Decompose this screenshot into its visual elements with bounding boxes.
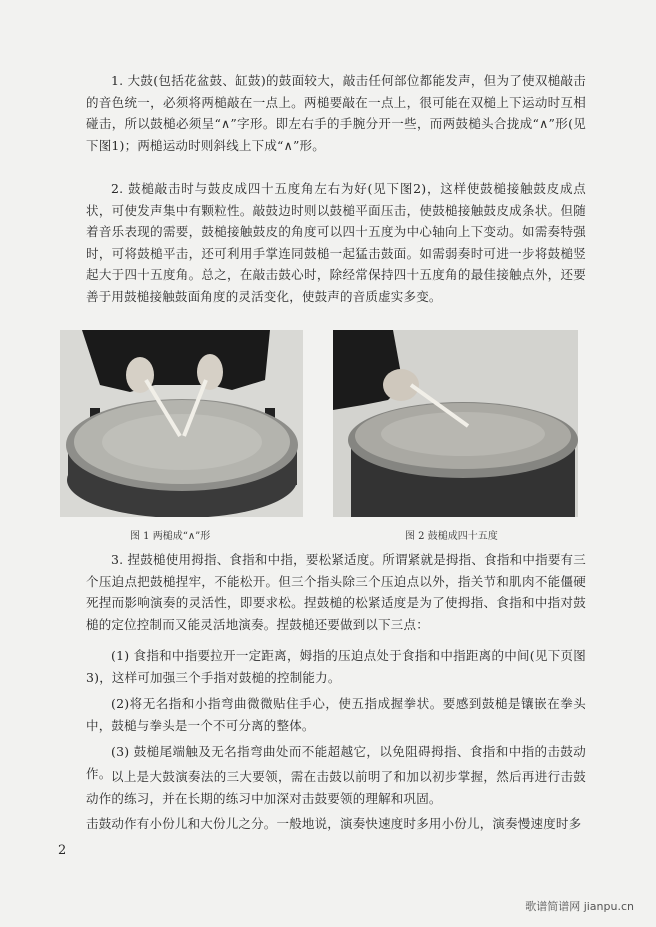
paragraph-7: 以上是大鼓演奏法的三大要领，需在击鼓以前明了和加以初步掌握，然后再进行击鼓动作的练习，并在长期的练习中加深对击鼓要领的理解和巩固。 xyxy=(86,769,586,806)
paragraph-2: 2. 鼓槌敲击时与鼓皮成四十五度角左右为好(见下图2)，这样使鼓槌接触鼓皮成点状，可使发声集中有颗粒性。敲鼓边时则以鼓槌平面压击，使鼓槌接触鼓皮成条状。但随着音乐表现的需要，鼓槌接触鼓皮的角度可以四十五度为中心轴向上下变动。如需奏特强时，可将鼓槌平击，还可利用手掌连同鼓槌一起猛击鼓面。如需弱奏时可进一步将鼓槌竖起大于四十五度角。总之，在敲击鼓心时，除经常保持四十五度角的最佳接触点外，还要善于用鼓槌接触鼓面角度的灵活变化，使鼓声的音质虚实多变。 xyxy=(86,181,586,304)
paragraph-6: (3) 鼓槌尾端触及无名指弯曲处而不能超越它，以免阻碍拇指、食指和中指的击鼓动作。 xyxy=(86,744,586,781)
paragraph-3: 3. 捏鼓槌使用拇指、食指和中指，要松紧适度。所谓紧就是拇指、食指和中指要有三个压迫点把鼓槌捏牢，不能松开。但三个指头除三个压迫点以外，指关节和肌肉不能僵硬死捏而影响演奏的灵活性，即要求松。捏鼓槌的松紧适度是为了使拇指、食指和中指对鼓槌的定位控制而又能灵活地演奏。捏鼓槌还要做到以下三点： xyxy=(86,552,586,632)
page-number: 2 xyxy=(58,843,67,858)
figure-1-caption: 图 1 两槌成“∧”形 xyxy=(130,531,211,542)
paragraph-1: 1. 大鼓(包括花盆鼓、缸鼓)的鼓面较大，敲击任何部位都能发声，但为了使双槌敲击的音色统一，必须将两槌敲在一点上。两槌要敲在一点上，很可能在双槌上下运动时互相碰击，所以鼓槌必须呈“∧”字形。即左右手的手腕分开一些，而两鼓槌头合拢成“∧”形(见下图1)；两槌运动时则斜线上下成“∧”形。 xyxy=(86,73,586,153)
paragraph-4: (1) 食指和中指要拉开一定距离，姆指的压迫点处于食指和中指距离的中间(见下页图3)，这样可加强三个手指对鼓槌的控制能力。 xyxy=(86,648,586,685)
paragraph-5: (2)将无名指和小指弯曲微微贴住手心，使五指成握拳状。要感到鼓槌是镶嵌在拳头中，鼓槌与拳头是一个不可分离的整体。 xyxy=(86,696,586,733)
paragraph-8: 击鼓动作有小份儿和大份儿之分。一般地说，演奏快速度时多用小份儿，演奏慢速度时多 xyxy=(86,816,582,831)
figure-2-photo xyxy=(333,330,578,517)
site-watermark: 歌谱简谱网 jianpu.cn xyxy=(525,900,634,913)
figure-1-photo xyxy=(60,330,303,517)
drum-two-sticks-illustration xyxy=(60,330,303,517)
drum-45-degree-illustration xyxy=(333,330,578,517)
figure-2-caption: 图 2 鼓槌成四十五度 xyxy=(405,531,498,542)
